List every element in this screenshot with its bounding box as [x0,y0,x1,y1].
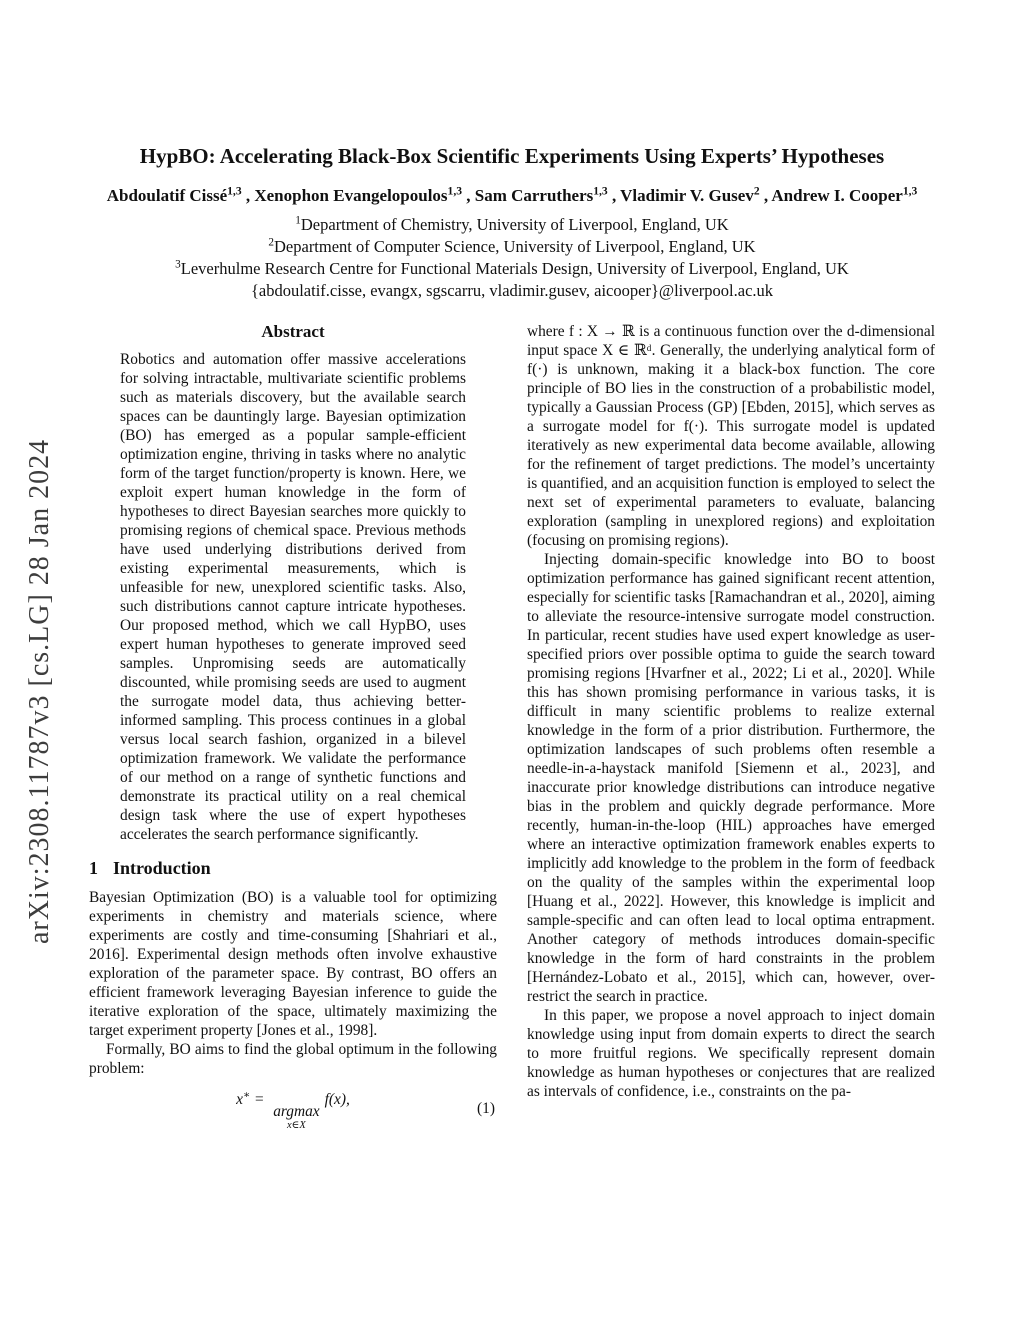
right-column [527,322,935,1131]
author: Abdoulatif Cissé$^{1,3}$ , [106,184,255,205]
two-column-body [89,322,935,1131]
abstract-text: Robotics and automation offer massive accelerations for solving intractable, multivariate scientific problems such as materials discovery, but the available search spaces can be dauntingly large. Bayesian optimization (BO) has emerged as a popular sample-efficient optimization engine, thriving in tasks where no analytic form of the target function/property is known. Here, we exploit expert human knowledge in the form of hypotheses to direct Bayesian searches more quickly to promising regions of chemical space. Previous methods have used underlying distributions derived from existing experimental measurements, which is unfeasible for new, unexplored scientific tasks. Also, such distributions cannot capture intricate hypotheses. Our proposed method, which we call HypBO, uses expert human hypotheses to generate improved seed samples. Unpromising seeds are automatically discounted, while promising seeds are used to augment the surrogate model data, thus achieving better-informed sampling. This process continues in a global versus local search fashion, organized in a bilevel optimization framework. We validate the performance of our method on a range of synthetic functions and demonstrate its practical utility on a real chemical design task where the use of expert hypotheses accelerates the search performance significantly. [120,351,466,843]
author: Xenophon Evangelopoulos$^{1,3}$ , [254,184,475,205]
author: Andrew I. Cooper$^{1,3}$ [771,184,918,205]
affiliation: $^1$Department of Chemistry, University of Liverpool, England, UK [295,214,729,234]
affil-number: 3 [175,258,181,271]
affil-number: 2 [268,236,274,249]
abstract-heading: Abstract [261,322,325,341]
section-number: 1 [89,858,98,878]
author-affil-sup: 1,3 [902,184,918,198]
right-paragraph-3: In this paper, we propose a novel approach to inject domain knowledge using input from domain experts to direct the search to more fruitful regions. We specifically represent domain knowledge as human hypotheses or conjectures that are realized as intervals of confidence, i.e., constraints on the pa- [527,1007,935,1100]
equation-body: x∗ = argmax x∈X f(x), [236,1089,350,1132]
paper-content [89,142,935,1131]
contact-email: {abdoulatif.cisse, evangx, sgscarru, vladimir.gusev, aicooper}@liverpool.ac.uk [250,281,774,300]
author-affil-sup: 1,3 [227,184,242,198]
abstract-body [89,350,497,844]
equation-number: (1) [477,1100,495,1117]
affiliations [89,214,935,280]
paper-title: HypBO: Accelerating Black-Box Scientific Experiments Using Experts’ Hypotheses [139,144,885,168]
affiliation: $^3$Leverhulme Research Centre for Functional Materials Design, University of Liverpool, England, UK [175,258,849,278]
author: Sam Carruthers$^{1,3}$ , [474,184,621,205]
abstract-section [89,322,497,844]
argmax-subscript: x∈X [286,1120,306,1132]
author-affil-sup: 2 [753,184,760,198]
arxiv-watermark: arXiv:2308.11787v3 [cs.LG] 28 Jan 2024 [24,438,55,944]
left-column [89,322,497,1131]
author: Vladimir V. Gusev$^2$ , [620,184,772,205]
intro-paragraph-2: Formally, BO aims to find the global optimum in the following problem: [89,1041,497,1077]
section-title: Introduction [113,858,211,878]
affil-number: 1 [295,214,301,227]
right-paragraph-1: where f : X → ℝ is a continuous function over the d-dimensional input space X ∈ ℝᵈ. Generally, the underlying analytical form of f(·) is unknown, making it a black-box function. The core principle of BO lies in the construction of a probabilistic model, typically a Gaussian Process (GP) [Ebden, 2015], which serves as a surrogate model for f(·). This surrogate model is updated iteratively as new experimental data become available, allowing for the refinement of target predictions. The model’s uncertainty is quantified, and an acquisition function is employed to select the next set of experimental parameters to evaluate, balancing exploration (sampling in unexplored regions) and exploitation (focusing on promising regions). [527,323,935,549]
right-paragraph-2: Injecting domain-specific knowledge into BO to boost optimization performance has gained significant recent attention, especially for scientific tasks [Ramachandran et al., 2020], aiming to alleviate the resource-intensive surrogate model construction. In particular, recent studies have used expert knowledge as user-specified priors over possible optima to guide the search toward promising regions [Hvarfner et al., 2022; Li et al., 2020]. While this has shown promising performance in various tasks, it is difficult in many scientific problems to realize external knowledge in the form of a prior distribution. Furthermore, the optimization landscapes of such problems often resemble a needle-in-a-haystack manifold [Siemenn et al., 2023], and inaccurate prior knowledge distributions can introduce negative bias in the problem and quickly degrade performance. More recently, human-in-the-loop (HIL) approaches have emerged where an interactive optimization framework enables experts to implicitly add knowledge to the problem in the form of feedback on the quality of the samples within the experimental loop [Huang et al., 2022]. However, this knowledge is implicit and sample-specific and can often lead to local optima entrapment. Another category of methods introduces domain-specific knowledge in the form of hard constraints in the problem [Hernández-Lobato et al., 2015], which can, however, over-restrict the search in practice. [527,551,935,1005]
author-line [89,184,935,207]
equation-1 [89,1090,497,1131]
author-affil-sup: 1,3 [593,184,608,198]
argmax-operator: argmax x∈X [273,1103,320,1132]
affiliation: $^2$Department of Computer Science, University of Liverpool, England, UK [268,236,756,256]
author-affil-sup: 1,3 [447,184,462,198]
intro-paragraph-1: Bayesian Optimization (BO) is a valuable tool for optimizing experiments in chemistry and materials science, where experiments are costly and time-consuming [Shahriari et al., 2016]. Experimental design methods often involve exhaustive exploration of the parameter space. By contrast, BO offers an efficient framework leveraging Bayesian inference to guide the iterative exploration of the space, ultimately maximizing the target experiment property [Jones et al., 1998]. [89,889,497,1039]
section-heading-introduction [89,859,497,878]
